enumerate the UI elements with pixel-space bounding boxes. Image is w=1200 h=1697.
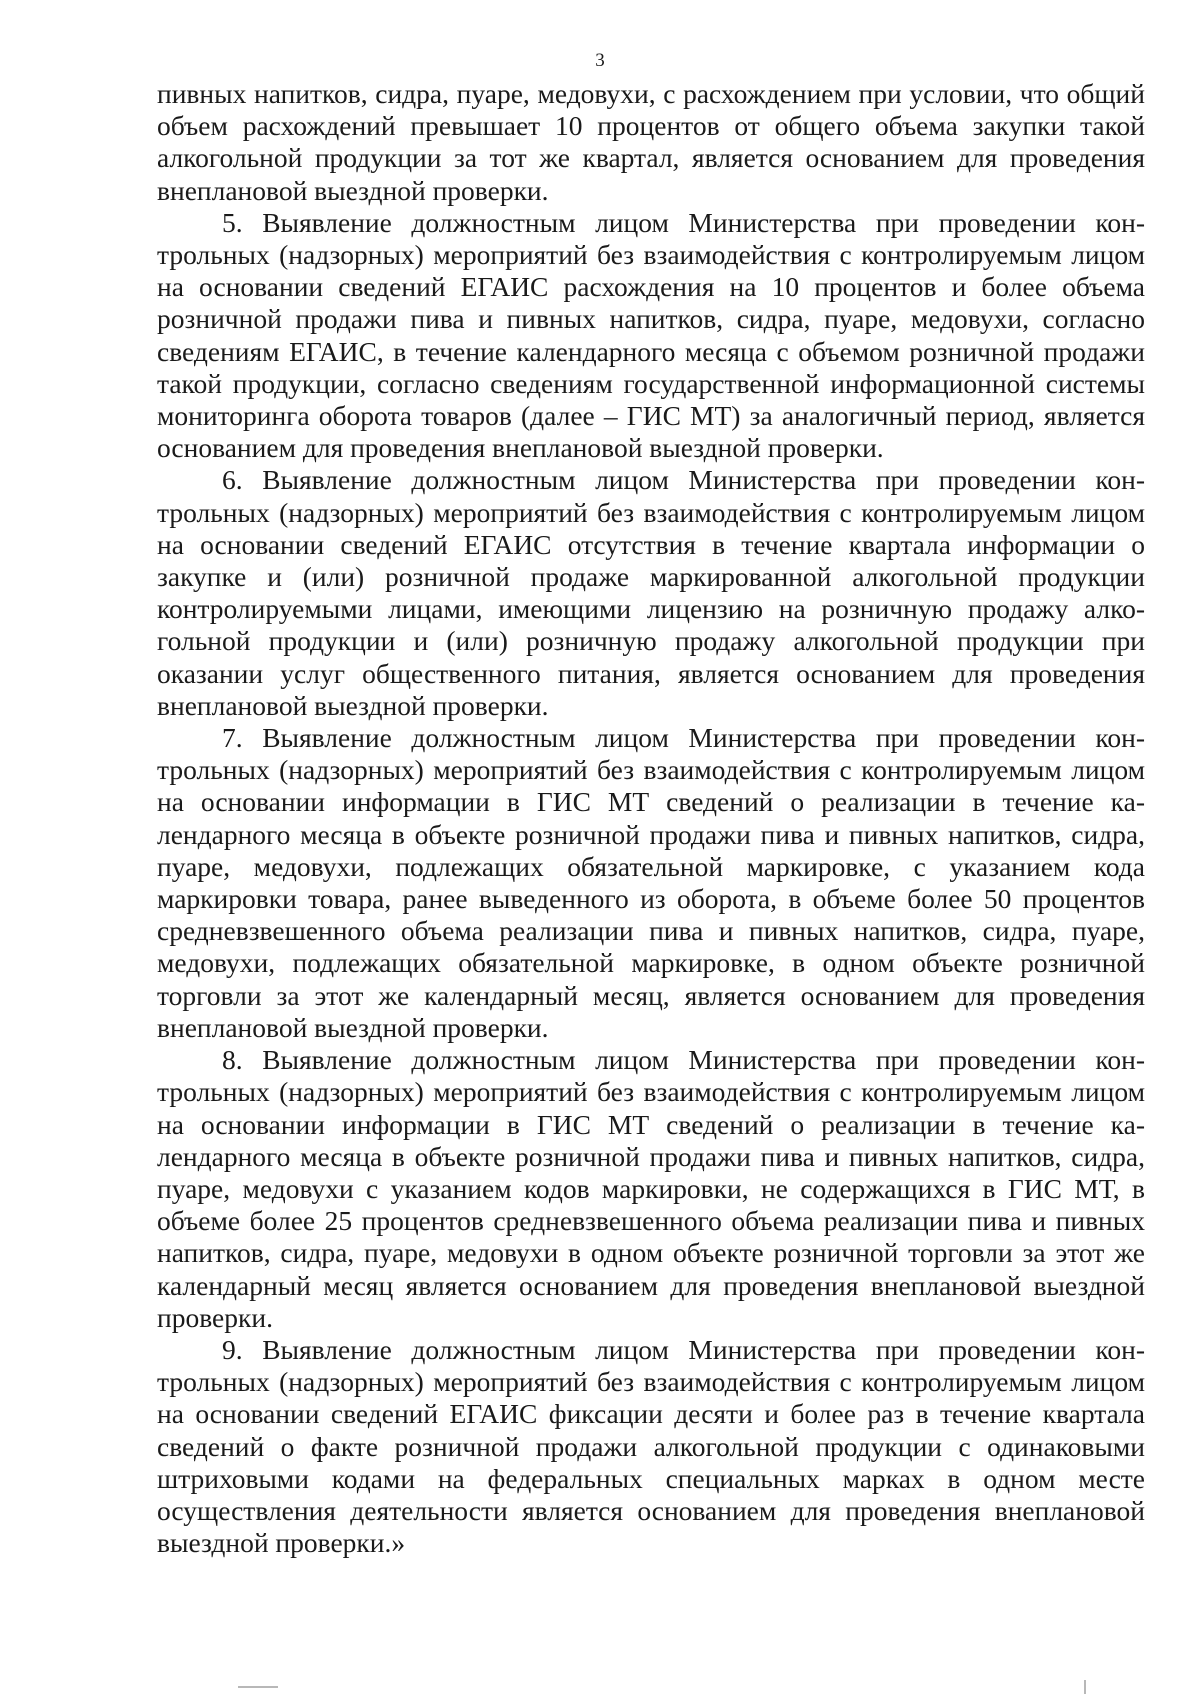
- paragraph-item-7: 7. Выявление должностным лицом Министерства при проведении контрольных (надзорных) мероприятий без взаимодействия с контролируемым лицом на основании информации в ГИС МТ сведений о реализации в течение календарного месяца в объекте розничной продажи пива и пивных напитков, сидра, пуаре, медовухи, подлежащих обязательной маркировке, с указанием кода маркировки товара, ранее выведенного из оборота, в объеме более 50 процентов средневзвешенного объема реализации пива и пивных напитков, сидра, пуаре, медовухи, подлежащих обязательной маркировке, в одном объекте розничной торговли за этот же календарный месяц, является основанием для проведения внеплановой выездной проверки.: [157, 722, 1145, 1043]
- paragraph-item-8: 8. Выявление должностным лицом Министерства при проведении контрольных (надзорных) мероприятий без взаимодействия с контролируемым лицом на основании информации в ГИС МТ сведений о реализации в течение календарного месяца в объекте розничной продажи пива и пивных напитков, сидра, пуаре, медовухи с указанием кодов маркировки, не содержащихся в ГИС МТ, в объеме более 25 процентов средневзвешенного объема реализации пива и пивных напитков, сидра, пуаре, медовухи в одном объекте розничной торговли за этот же календарный месяц является основанием для проведения внеплановой выездной проверки.: [157, 1044, 1145, 1333]
- scan-artifact-right: [1084, 1680, 1086, 1694]
- paragraph-item-9: 9. Выявление должностным лицом Министерства при проведении контрольных (надзорных) мероприятий без взаимодействия с контролируемым лицом на основании сведений ЕГАИС фиксации десяти и более раз в течение квартала сведений о факте розничной продажи алкогольной продукции с одинаковыми штриховыми кодами на федеральных специальных марках в одном месте осуществления деятельности является основанием для проведения внеплановой выездной проверки.»: [157, 1333, 1145, 1559]
- document-body: [157, 78, 1145, 1559]
- paragraph-item-6: 6. Выявление должностным лицом Министерства при проведении контрольных (надзорных) мероприятий без взаимодействия с контролируемым лицом на основании сведений ЕГАИС отсутствия в течение квартала информации о закупке и (или) розничной продаже маркированной алкогольной продукции контролируемыми лицами, имеющими лицензию на розничную продажу алкогольной продукции и (или) розничную продажу алкогольной продукции при оказании услуг общественного питания, является основанием для проведения внеплановой выездной проверки.: [157, 464, 1145, 721]
- paragraph-item-5: 5. Выявление должностным лицом Министерства при проведении контрольных (надзорных) мероприятий без взаимодействия с контролируемым лицом на основании сведений ЕГАИС расхождения на 10 процентов и более объема розничной продажи пива и пивных напитков, сидра, пуаре, медовухи, согласно сведениям ЕГАИС, в течение календарного месяца с объемом розничной продажи такой продукции, согласно сведениям государственной информационной системы мониторинга оборота товаров (далее – ГИС МТ) за аналогичный период, является основанием для проведения внеплановой выездной проверки.: [157, 206, 1145, 464]
- scan-artifact-left: [238, 1686, 278, 1688]
- page-number: 3: [595, 50, 605, 71]
- paragraph-continuation: пивных напитков, сидра, пуаре, медовухи, с расхождением при условии, что общий объем расхождений превышает 10 процентов от общего объема закупки такой алкогольной продукции за тот же квартал, является основанием для проведения внеплановой выездной проверки.: [157, 78, 1145, 206]
